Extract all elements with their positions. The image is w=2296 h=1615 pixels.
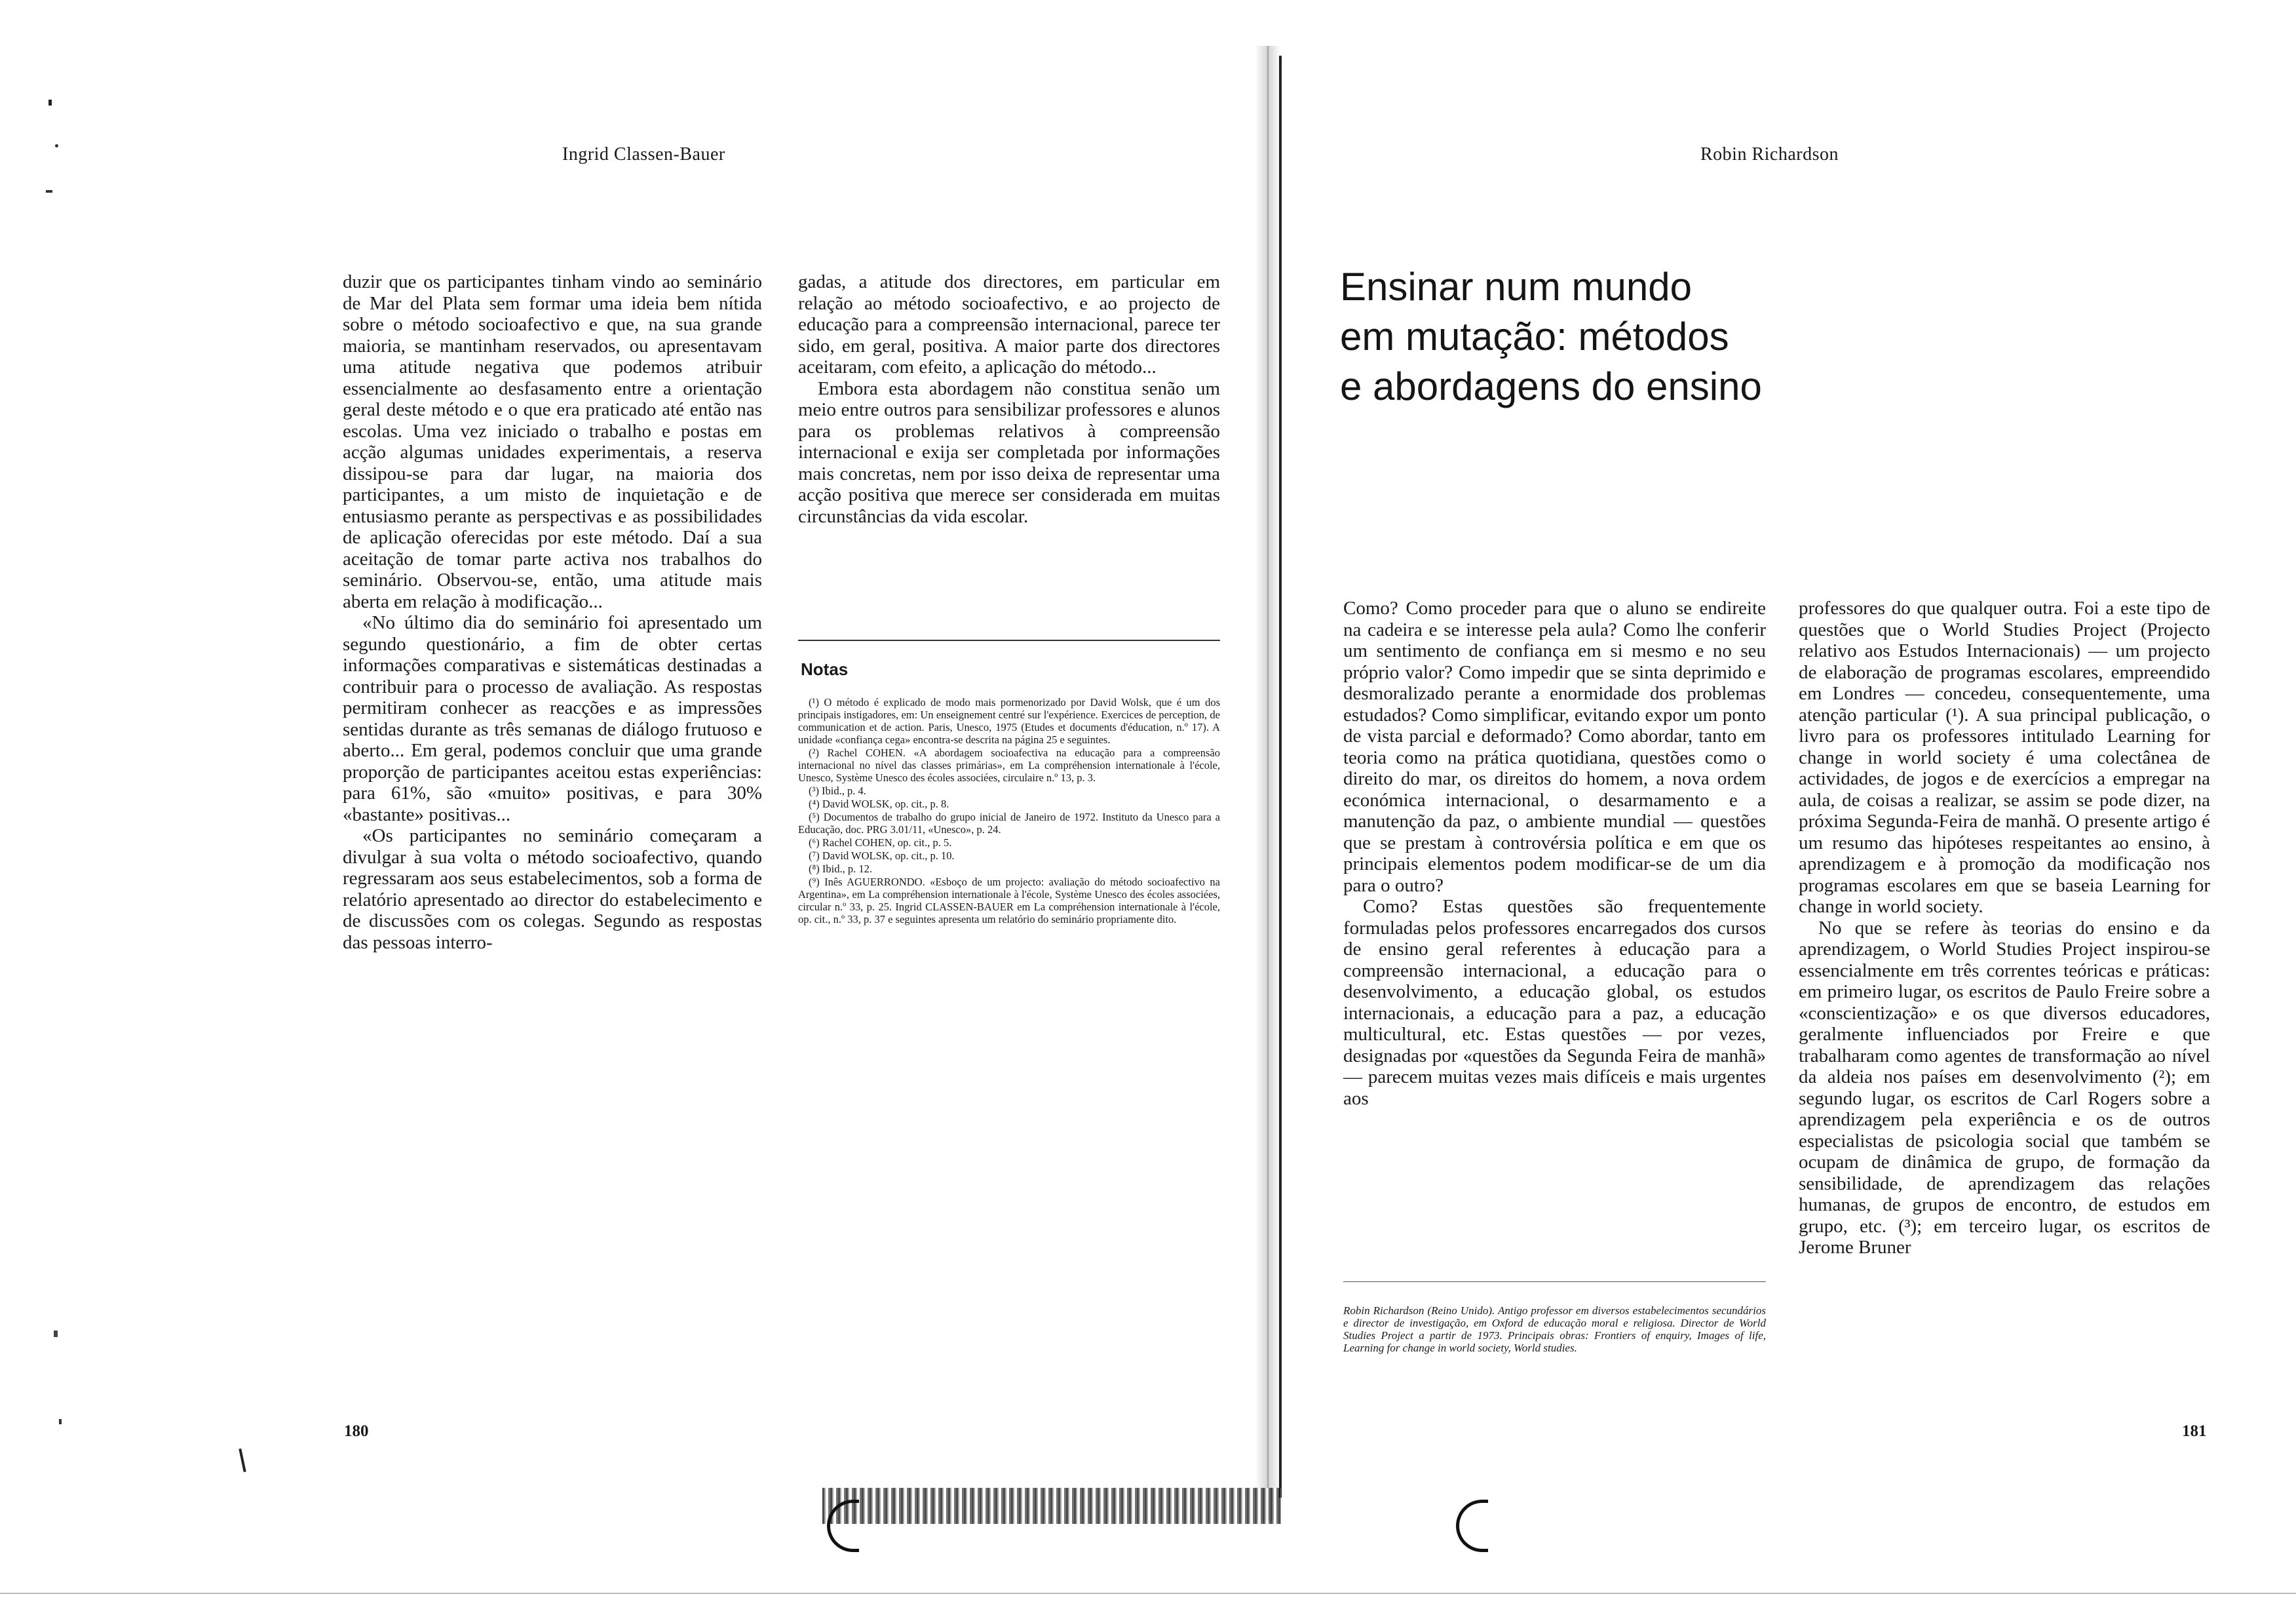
note-item: (⁹) Inês AGUERRONDO. «Esboço de um projecto: avaliação do método socioafectivo na Argentina», em La compréhension internationale à l'école, Système Unesco des écoles associées, circular n.º 33, p. 25. Ingrid CLASSEN-BAUER em La compréhension internationale à l'école, op. cit., n.º 33, p. 37 e seguintes apresenta um relatório do seminário propriamente dito. <box>798 876 1220 925</box>
right-column-1 <box>1343 598 1766 1109</box>
title-line: em mutação: métodos <box>1340 315 1729 359</box>
note-item: (²) Rachel COHEN. «A abordagem socioafectiva na educação para a compreensão internacional no nível das classes primárias», em La compréhension internationale à l'école, Unesco, Système Unesco des écoles associées, circulaire n.º 13, p. 3. <box>798 747 1220 784</box>
scan-speck <box>55 144 58 147</box>
left-page-number: 180 <box>344 1422 369 1440</box>
note-item: (⁵) Documentos de trabalho do grupo inicial de Janeiro de 1972. Instituto da Unesco para a Educação, doc. PRG 3.01/11, «Unesco», p. 24. <box>798 811 1220 836</box>
notes-separator <box>798 640 1220 641</box>
note-item: (⁴) David WOLSK, op. cit., p. 8. <box>809 798 949 810</box>
title-line: Ensinar num mundo <box>1340 265 1692 309</box>
scan-speck <box>48 100 52 106</box>
author-note: Robin Richardson (Reino Unido). Antigo professor em diversos estabelecimentos secundários e director de investigação, em Oxford de educação moral e religiosa. Director de World Studies Project a partir de 1973. Principais obras: Frontiers of enquiry, Images of life, Learning for change in world society, World studies. <box>1343 1304 1766 1354</box>
left-running-head: Ingrid Classen-Bauer <box>562 144 725 165</box>
paragraph: professores do que qualquer outra. Foi a este tipo de questões que o World Studies Project (Projecto relativo aos Estudos Internacionais) — um projecto de elaboração de programas escolares, empreendido em Londres — concedeu, consequentemente, uma atenção particular (¹). A sua principal publicação, o livro para os professores intitulado Learning for change in world society é uma colectânea de actividades, de jogos e de exercícios a empregar na aula, de coisas a realizar, se assim se pode dizer, na próxima Segunda-Feira de manhã. O presente artigo é um resumo das hipóteses respeitantes ao ensino, à aprendizagem e à promoção da modificação nos programas escolares em que se baseia Learning for change in world society. <box>1799 598 2210 917</box>
paragraph: duzir que os participantes tinham vindo ao seminário de Mar del Plata sem formar uma ideia bem nítida sobre o método socioafectivo e que, na sua grande maioria, se mantinham reservados, ou apresentavam uma atitude negativa que podemos atribuir essencialmente ao desfasamento entre a orientação geral deste método e o que era praticado até então nas escolas. Uma vez iniciado o trabalho e postas em acção algumas unidades experimentais, a reserva dissipou-se para dar lugar, na maioria dos participantes, a um misto de inquietação e de entusiasmo perante as perspectivas e as possibilidades de aplicação oferecidas por este método. Daí a sua aceitação de tomar parte activa nos trabalhos do seminário. Observou-se, então, uma atitude mais aberta em relação à modificação... <box>343 271 762 612</box>
scan-speck <box>239 1449 246 1472</box>
right-running-head: Robin Richardson <box>1700 144 1839 165</box>
paragraph: No que se refere às teorias do ensino e da aprendizagem, o World Studies Project inspirou-se essencialmente em três correntes teóricas e práticas: em primeiro lugar, os escritos de Paulo Freire sobre a «conscientização» e os que diversos educadores, geralmente influenciados por Freire e que trabalharam como agentes de transformação ao nível da aldeia nos países em desenvolvimento (²); em segundo lugar, os escritos de Carl Rogers sobre a aprendizagem pela experiência e os de outros especialistas de psicologia social que também se ocupam de dinâmica de grupo, de formação da sensibilidade, de aprendizagem das relações humanas, de grupos de encontro, de estudos em grupo, etc. (³); em terceiro lugar, os escritos de Jerome Bruner <box>1799 917 2210 1258</box>
notes-title: Notas <box>801 659 849 679</box>
notes-list <box>798 696 1220 926</box>
note-item: (⁸) Ibid., p. 12. <box>809 863 872 875</box>
right-page <box>1274 0 2296 1615</box>
note-item: (³) Ibid., p. 4. <box>809 785 866 797</box>
note-item: (¹) O método é explicado de modo mais pormenorizado por David Wolsk, que é um dos principais instigadores, em: Un enseignement centré sur l'expérience. Exercices de perception, de communication et de action. Paris, Unesco, 1975 (Etudes et documents d'éducation, n.º 17). A unidade «confiança cega» encontra-se descrita na página 25 e seguintes. <box>798 696 1220 746</box>
scan-speck <box>59 1419 62 1424</box>
paragraph: «Os participantes no seminário começaram a divulgar à sua volta o método socioafectivo, quando regressaram aos seus estabelecimentos, sob a forma de relatório apresentado ao director do estabelecimento e de discussões com os colegas. Segundo as respostas das pessoas interro- <box>343 825 762 953</box>
left-column-1 <box>343 271 762 953</box>
scan-noise <box>822 1488 1281 1524</box>
paragraph: Como? Como proceder para que o aluno se endireite na cadeira e se interesse pela aula? Como lhe conferir um sentimento de confiança em si mesmo e no seu próprio valor? Como impedir que se sinta deprimido e desmoralizado perante a enormidade dos problemas estudados? Como simplificar, evitando expor um ponto de vista parcial e deformado? Como abordar, tanto em teoria como na prática quotidiana, questões como o direito do mar, os direitos do homem, a nova ordem económica internacional, o desarmamento e a manutenção da paz, o ambiente mundial — questões que se prestam à controvérsia política e em que os principais elementos podem modificar-se de um dia para o outro? <box>1343 598 1766 896</box>
right-column-2 <box>1799 598 2210 1258</box>
scan-speck <box>46 190 52 193</box>
paragraph: Embora esta abordagem não constitua senão um meio entre outros para sensibilizar professores e alunos para os problemas relativos à compreensão internacional e exija ser completada por informações mais concretas, nem por isso deixa de representar uma acção positiva que merece ser considerada em muitas circunstâncias da vida escolar. <box>798 378 1220 527</box>
paragraph: «No último dia do seminário foi apresentado um segundo questionário, a fim de obter certas informações comparativas e sistemáticas destinadas a contribuir para o processo de avaliação. As respostas permitiram conhecer as reacções e as impressões sentidas durante as três semanas de diálogo frutuoso e aberto... Em geral, podemos concluir que uma grande proporção de participantes aceitou estas experiências: para 61%, são «muito» positivas, e para 30% «bastante» positivas... <box>343 612 762 825</box>
paragraph: Como? Estas questões são frequentemente formuladas pelos professores encarregados dos cursos de ensino geral referentes à educação para a compreensão internacional, a educação para o desenvolvimento, a educação global, os estudos internacionais, a educação para a paz, a educação multicultural, etc. Estas questões — por vezes, designadas por «questões da Segunda Feira de manhã» — parecem muitas vezes mais difíceis e mais urgentes aos <box>1343 896 1766 1109</box>
author-note-separator <box>1343 1281 1766 1282</box>
title-line: e abordagens do ensino <box>1340 364 1762 408</box>
scan-speck <box>54 1331 58 1337</box>
article-title <box>1340 262 1904 412</box>
paragraph: gadas, a atitude dos directores, em particular em relação ao método socioafectivo, e ao projecto de educação para a compreensão internacional, parece ter sido, em geral, positiva. A maior parte dos directores aceitaram, com efeito, a aplicação do método... <box>798 271 1220 378</box>
right-page-number: 181 <box>2182 1422 2207 1440</box>
note-item: (⁶) Rachel COHEN, op. cit., p. 5. <box>809 836 952 849</box>
note-item: (⁷) David WOLSK, op. cit., p. 10. <box>809 849 955 862</box>
left-column-2 <box>798 271 1220 527</box>
scan-edge <box>0 1593 2296 1594</box>
